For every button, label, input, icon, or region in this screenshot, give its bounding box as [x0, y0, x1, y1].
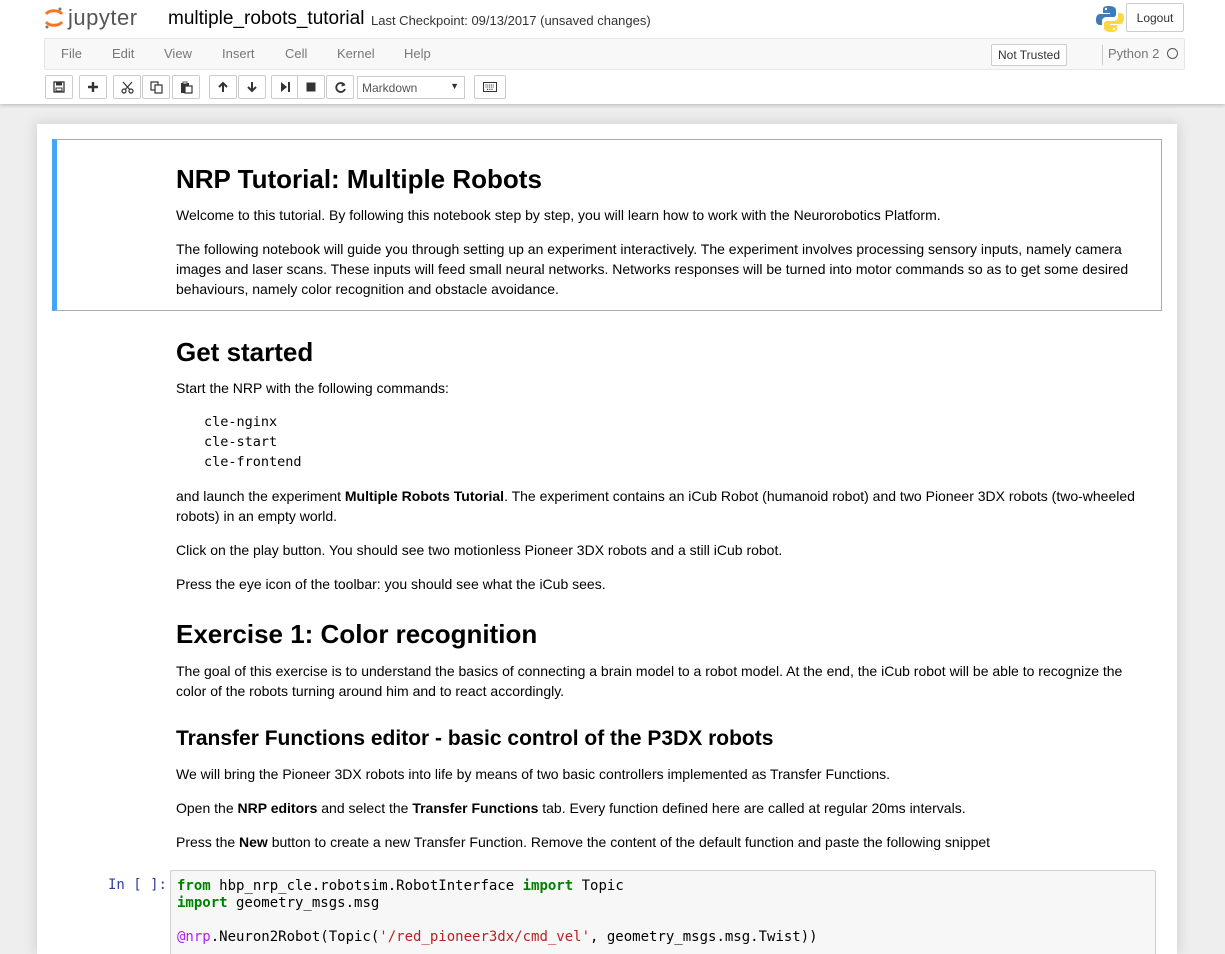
- code-keyword: import: [522, 878, 574, 894]
- code-keyword: from: [177, 878, 211, 894]
- nrp-editors-label: NRP editors: [237, 800, 318, 816]
- code-text: hbp_nrp_cle.robotsim.RobotInterface: [210, 878, 523, 894]
- tf-paragraph-1: We will bring the Pioneer 3DX robots into life by means of two basic controllers implemented as Transfer Functions.: [176, 766, 891, 782]
- code-line: [177, 878, 624, 895]
- move-down-button[interactable]: [238, 75, 266, 99]
- code-string: '/red_pioneer3dx/cmd_vel': [379, 929, 591, 945]
- code-line: [177, 895, 379, 912]
- copy-button[interactable]: [142, 75, 170, 99]
- notebook-container: [37, 124, 1177, 954]
- transfer-functions-label: Transfer Functions: [412, 800, 539, 816]
- keyboard-icon: [483, 82, 497, 92]
- menubar: [44, 38, 1185, 70]
- move-up-button[interactable]: [209, 75, 237, 99]
- cell-type-select[interactable]: [357, 76, 465, 99]
- header: [0, 0, 1225, 104]
- experiment-name: Multiple Robots Tutorial: [344, 488, 505, 504]
- jupyter-logo[interactable]: [44, 4, 138, 32]
- tf-paragraph-2: [176, 798, 1136, 818]
- logout-button[interactable]: Logout: [1126, 3, 1184, 32]
- copy-icon: [150, 81, 163, 94]
- save-button[interactable]: [45, 75, 73, 99]
- save-icon: [53, 81, 65, 93]
- jupyter-logo-icon: [44, 6, 64, 30]
- intro-paragraph-1: Welcome to this tutorial. By following this notebook step by step, you will learn how to work with the Neurorobotics Platform.: [176, 207, 941, 223]
- checkpoint-status: Last Checkpoint: 09/13/2017 (unsaved changes): [371, 13, 651, 28]
- exercise-paragraph: The goal of this exercise is to understand the basics of connecting a brain model to a robot model. At the end, the iCub robot will be able to recognize the color of the robots turning around him and to react accordingly.: [176, 663, 1123, 699]
- launch-text: and launch the experiment: [176, 488, 345, 504]
- command-palette-button[interactable]: [474, 75, 506, 99]
- intro-paragraph-2: The following notebook will guide you through setting up an experiment interactively. The experiment involves processing sensory inputs, namely camera images and laser scans. These inputs will feed small neural networks. Networks responses will be turned into motor commands so as to get some desired behaviours, namely color recognition and obstacle avoidance.: [176, 241, 1129, 297]
- code-text: , geometry_msgs.msg.Twist)): [590, 929, 818, 945]
- chevron-down-icon: ▼: [450, 81, 459, 91]
- paste-icon: [180, 81, 193, 94]
- kernel-name: Python 2: [1108, 46, 1160, 61]
- menu-file[interactable]: File: [61, 46, 82, 61]
- insert-cell-button[interactable]: [79, 75, 107, 99]
- python-logo-icon: [1095, 4, 1125, 34]
- input-prompt: In [ ]:: [107, 877, 167, 893]
- code-line: [177, 929, 818, 946]
- paste-button[interactable]: [172, 75, 200, 99]
- eye-paragraph: Press the eye icon of the toolbar: you should see what the iCub sees.: [176, 576, 606, 592]
- tf-paragraph-3: [176, 832, 1136, 852]
- tf-text: tab. Every function defined here are called at regular 20ms intervals.: [538, 800, 966, 816]
- notebook-name[interactable]: multiple_robots_tutorial: [168, 8, 365, 29]
- cell-type-value: Markdown: [362, 80, 418, 95]
- arrow-up-icon: [217, 81, 229, 93]
- kernel-idle-icon: [1167, 48, 1178, 59]
- menu-insert[interactable]: Insert: [222, 46, 255, 61]
- exercise-heading: Exercise 1: Color recognition: [176, 619, 538, 649]
- interrupt-button[interactable]: [297, 75, 325, 99]
- command-line: cle-start: [204, 434, 278, 450]
- code-keyword: import: [177, 895, 228, 911]
- menu-help[interactable]: Help: [404, 46, 431, 61]
- menu-cell[interactable]: Cell: [285, 46, 308, 61]
- command-line: cle-frontend: [204, 454, 302, 470]
- code-cell-editor[interactable]: [170, 870, 1156, 954]
- menu-view[interactable]: View: [164, 46, 192, 61]
- arrow-down-icon: [246, 81, 258, 93]
- tf-text: Open the: [176, 800, 238, 816]
- command-line: cle-nginx: [204, 414, 278, 430]
- tf-text: button to create a new Transfer Function. Remove the content of the default function and paste the following snippet: [267, 834, 991, 850]
- cut-icon: [121, 81, 134, 94]
- run-button[interactable]: [271, 75, 299, 99]
- not-trusted-button[interactable]: Not Trusted: [991, 44, 1067, 66]
- restart-icon: [334, 81, 347, 94]
- page-title: NRP Tutorial: Multiple Robots: [176, 164, 542, 194]
- menu-kernel[interactable]: Kernel: [337, 46, 375, 61]
- launch-paragraph: [176, 486, 1136, 526]
- menu-edit[interactable]: Edit: [112, 46, 135, 61]
- new-button-label: New: [239, 834, 268, 850]
- code-text: Topic: [573, 878, 624, 894]
- kernel-separator: [1102, 45, 1103, 65]
- play-paragraph: Click on the play button. You should see two motionless Pioneer 3DX robots and a still iCub robot.: [176, 542, 783, 558]
- launch-text: . The experiment contains an iCub Robot (humanoid robot) and two Pioneer 3DX robots (two-wheeled robots) in an empty world.: [176, 488, 1135, 524]
- run-icon: [279, 81, 291, 93]
- code-text: .Neuron2Robot(Topic(: [210, 929, 380, 945]
- stop-icon: [305, 81, 317, 93]
- code-decorator: @nrp: [177, 929, 211, 945]
- code-text: geometry_msgs.msg: [227, 895, 380, 911]
- logo-text: jupyter: [68, 5, 138, 30]
- tf-heading: Transfer Functions editor - basic control of the P3DX robots: [176, 727, 774, 750]
- restart-button[interactable]: [326, 75, 354, 99]
- tf-text: Press the: [176, 834, 240, 850]
- tf-text: and select the: [317, 800, 413, 816]
- cut-button[interactable]: [113, 75, 141, 99]
- plus-icon: [87, 81, 99, 93]
- get-started-paragraph: Start the NRP with the following commands:: [176, 380, 449, 396]
- get-started-heading: Get started: [176, 337, 314, 367]
